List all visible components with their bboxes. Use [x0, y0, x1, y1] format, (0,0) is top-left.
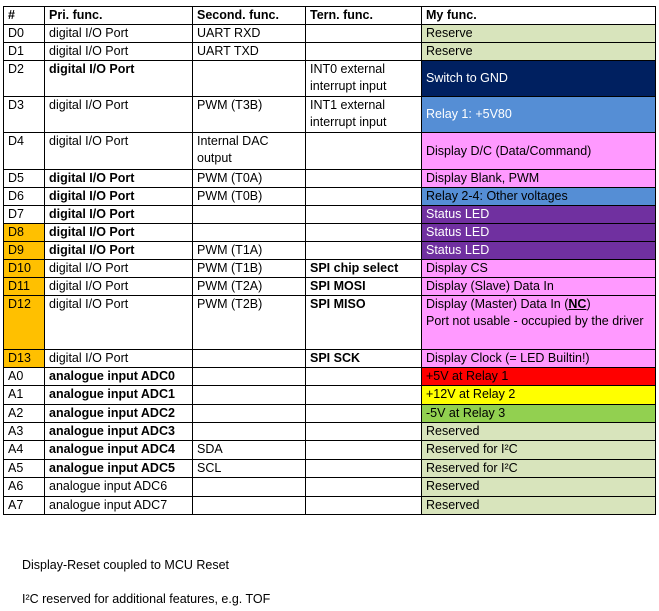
table-row: [4, 478, 656, 497]
table-row: [4, 188, 656, 206]
secondary-function-cell: [193, 423, 306, 441]
my-function-cell: Display Clock (= LED Builtin!): [422, 350, 656, 368]
my-function-cell: Display (Slave) Data In: [422, 278, 656, 296]
my-function-cell: Reserved: [422, 497, 656, 515]
pin-id-cell: D4: [4, 133, 45, 170]
pin-id-cell: A7: [4, 497, 45, 515]
primary-function-cell: digital I/O Port: [45, 170, 193, 188]
tertiary-function-cell: INT0 external interrupt input: [306, 61, 422, 97]
primary-function-cell: digital I/O Port: [45, 278, 193, 296]
tertiary-function-cell: SPI MOSI: [306, 278, 422, 296]
pin-id-cell: D0: [4, 25, 45, 43]
table-row: [4, 170, 656, 188]
tertiary-function-cell: INT1 external interrupt input: [306, 97, 422, 133]
note-display-reset: Display-Reset coupled to MCU Reset: [22, 558, 230, 572]
header-cell: #: [4, 7, 45, 25]
tertiary-function-cell: [306, 497, 422, 515]
secondary-function-cell: [193, 478, 306, 497]
tertiary-function-cell: [306, 133, 422, 170]
primary-function-cell: digital I/O Port: [45, 188, 193, 206]
primary-function-cell: analogue input ADC6: [45, 478, 193, 497]
table-row: [4, 97, 656, 133]
table-row: [4, 260, 656, 278]
table-row: [4, 386, 656, 405]
secondary-function-cell: PWM (T2B): [193, 296, 306, 350]
header-cell: Tern. func.: [306, 7, 422, 25]
my-function-cell: [422, 296, 656, 350]
secondary-function-cell: PWM (T1B): [193, 260, 306, 278]
my-function-cell: -5V at Relay 3: [422, 405, 656, 423]
my-function-cell: Display D/C (Data/Command): [422, 133, 656, 170]
pin-id-cell: A4: [4, 441, 45, 460]
secondary-function-cell: [193, 405, 306, 423]
my-function-note: Port not usable - occupied by the driver: [426, 314, 644, 328]
my-function-cell: Reserve: [422, 43, 656, 61]
my-function-cell: Reserve: [422, 25, 656, 43]
table-row: [4, 350, 656, 368]
tertiary-function-cell: [306, 224, 422, 242]
tertiary-function-cell: [306, 423, 422, 441]
tertiary-function-cell: [306, 368, 422, 386]
header-cell: My func.: [422, 7, 656, 25]
my-function-cell: Switch to GND: [422, 61, 656, 97]
secondary-function-cell: [193, 350, 306, 368]
pin-table: [3, 6, 656, 515]
pin-id-cell: A3: [4, 423, 45, 441]
secondary-function-cell: [193, 61, 306, 97]
pin-id-cell: D2: [4, 61, 45, 97]
secondary-function-cell: SCL: [193, 460, 306, 478]
pin-id-cell: D7: [4, 206, 45, 224]
primary-function-cell: analogue input ADC7: [45, 497, 193, 515]
my-function-cell: Display Blank, PWM: [422, 170, 656, 188]
my-function-cell: Reserved for I²C: [422, 441, 656, 460]
secondary-function-cell: [193, 497, 306, 515]
secondary-function-cell: [193, 224, 306, 242]
tertiary-function-cell: SPI MISO: [306, 296, 422, 350]
tertiary-function-cell: [306, 170, 422, 188]
primary-function-cell: analogue input ADC5: [45, 460, 193, 478]
pin-id-cell: D9: [4, 242, 45, 260]
my-function-cell: Display CS: [422, 260, 656, 278]
tertiary-function-cell: [306, 43, 422, 61]
header-row: [4, 7, 656, 25]
table-row: [4, 497, 656, 515]
note-i2c-reserved: I²C reserved for additional features, e.g. TOF: [22, 592, 271, 606]
primary-function-cell: analogue input ADC3: [45, 423, 193, 441]
table-row: [4, 441, 656, 460]
my-function-cell: Status LED: [422, 224, 656, 242]
my-function-cell: Relay 1: +5V80: [422, 97, 656, 133]
table-row: [4, 278, 656, 296]
primary-function-cell: digital I/O Port: [45, 61, 193, 97]
secondary-function-cell: UART RXD: [193, 25, 306, 43]
my-function-text: Display (Master) Data In (: [426, 297, 569, 311]
primary-function-cell: digital I/O Port: [45, 350, 193, 368]
my-function-cell: Reserved for I²C: [422, 460, 656, 478]
header-cell: Pri. func.: [45, 7, 193, 25]
my-function-text-end: ): [586, 297, 591, 311]
secondary-function-cell: [193, 206, 306, 224]
secondary-function-cell: PWM (T0A): [193, 170, 306, 188]
primary-function-cell: digital I/O Port: [45, 133, 193, 170]
my-function-cell: Status LED: [422, 242, 656, 260]
header-cell: Second. func.: [193, 7, 306, 25]
pin-id-cell: A2: [4, 405, 45, 423]
secondary-function-cell: PWM (T0B): [193, 188, 306, 206]
pin-id-cell: D5: [4, 170, 45, 188]
tertiary-function-cell: [306, 25, 422, 43]
secondary-function-cell: PWM (T3B): [193, 97, 306, 133]
table-row: [4, 405, 656, 423]
my-function-cell: Status LED: [422, 206, 656, 224]
secondary-function-cell: [193, 368, 306, 386]
secondary-function-cell: UART TXD: [193, 43, 306, 61]
my-function-cell: +12V at Relay 2: [422, 386, 656, 405]
tertiary-function-cell: [306, 478, 422, 497]
table-row: [4, 25, 656, 43]
pin-id-cell: D1: [4, 43, 45, 61]
table-row: [4, 43, 656, 61]
pin-id-cell: A1: [4, 386, 45, 405]
table-row: [4, 460, 656, 478]
primary-function-cell: analogue input ADC4: [45, 441, 193, 460]
secondary-function-cell: Internal DAC output: [193, 133, 306, 170]
primary-function-cell: digital I/O Port: [45, 260, 193, 278]
primary-function-cell: digital I/O Port: [45, 43, 193, 61]
pin-id-cell: D3: [4, 97, 45, 133]
primary-function-cell: analogue input ADC1: [45, 386, 193, 405]
secondary-function-cell: [193, 386, 306, 405]
tertiary-function-cell: [306, 386, 422, 405]
tertiary-function-cell: [306, 206, 422, 224]
tertiary-function-cell: SPI SCK: [306, 350, 422, 368]
tertiary-function-cell: [306, 441, 422, 460]
primary-function-cell: digital I/O Port: [45, 206, 193, 224]
primary-function-cell: digital I/O Port: [45, 296, 193, 350]
table-body: [4, 25, 656, 515]
pin-id-cell: D13: [4, 350, 45, 368]
primary-function-cell: digital I/O Port: [45, 25, 193, 43]
pin-id-cell: D6: [4, 188, 45, 206]
secondary-function-cell: SDA: [193, 441, 306, 460]
primary-function-cell: digital I/O Port: [45, 97, 193, 133]
my-function-cell: Reserved: [422, 478, 656, 497]
primary-function-cell: analogue input ADC2: [45, 405, 193, 423]
table-row: [4, 368, 656, 386]
table-row: [4, 242, 656, 260]
secondary-function-cell: PWM (T2A): [193, 278, 306, 296]
tertiary-function-cell: [306, 460, 422, 478]
table-row: [4, 133, 656, 170]
pin-id-cell: D12: [4, 296, 45, 350]
table-row: [4, 61, 656, 97]
primary-function-cell: digital I/O Port: [45, 224, 193, 242]
tertiary-function-cell: [306, 242, 422, 260]
my-function-cell: Reserved: [422, 423, 656, 441]
table-row: [4, 224, 656, 242]
secondary-function-cell: PWM (T1A): [193, 242, 306, 260]
primary-function-cell: analogue input ADC0: [45, 368, 193, 386]
table-row: [4, 296, 656, 350]
tertiary-function-cell: [306, 188, 422, 206]
pin-id-cell: A6: [4, 478, 45, 497]
primary-function-cell: digital I/O Port: [45, 242, 193, 260]
my-function-cell: Relay 2-4: Other voltages: [422, 188, 656, 206]
pin-id-cell: A5: [4, 460, 45, 478]
pin-id-cell: D8: [4, 224, 45, 242]
tertiary-function-cell: SPI chip select: [306, 260, 422, 278]
pin-id-cell: D11: [4, 278, 45, 296]
tertiary-function-cell: [306, 405, 422, 423]
pin-id-cell: A0: [4, 368, 45, 386]
nc-marker: NC: [568, 297, 587, 311]
my-function-cell: +5V at Relay 1: [422, 368, 656, 386]
table-row: [4, 423, 656, 441]
table-row: [4, 206, 656, 224]
pin-id-cell: D10: [4, 260, 45, 278]
